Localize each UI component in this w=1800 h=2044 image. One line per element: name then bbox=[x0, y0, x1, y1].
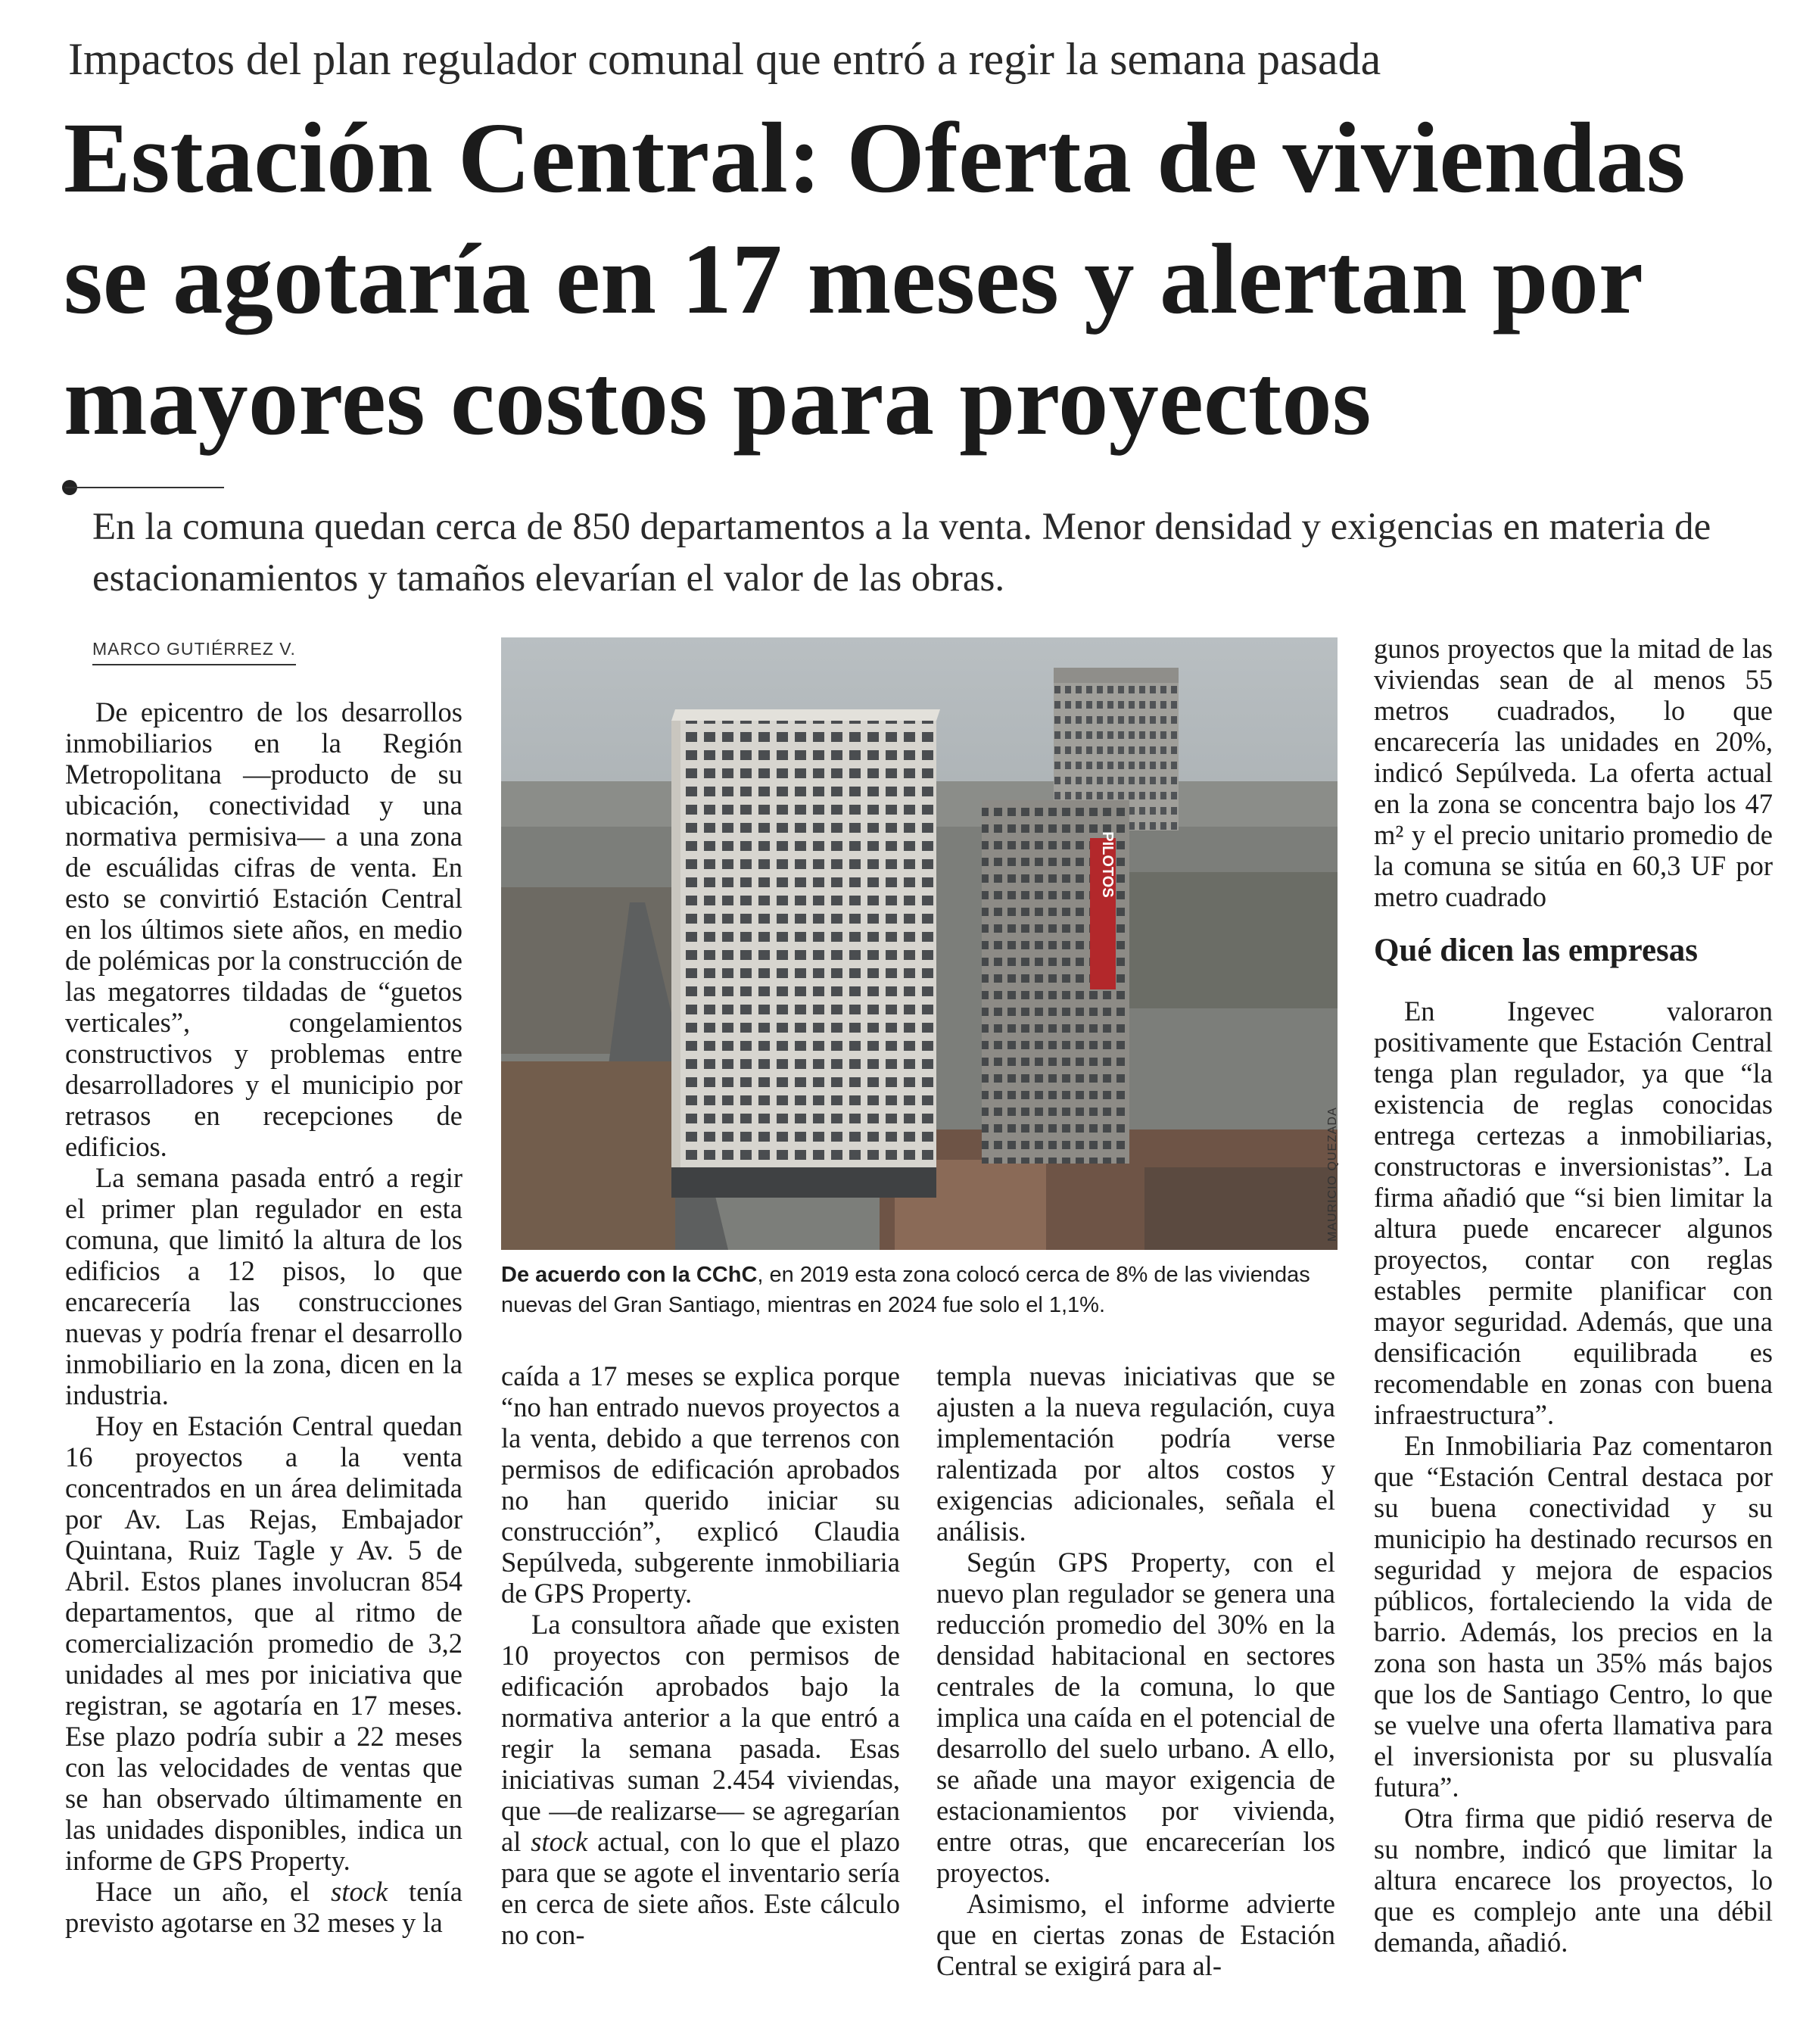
column-2 bbox=[501, 1360, 900, 1950]
kicker: Impactos del plan regulador comunal que entró a regir la semana pasada bbox=[68, 34, 1381, 84]
subheading: Qué dicen las empresas bbox=[1374, 933, 1699, 968]
paragraph: gunos proyectos que la mitad de las viviendas sean de al menos 55 metros cuadrados, lo que encarecería las unidades en 20%, indicó Sepúlveda. La oferta actual en la zona se concentra bajo los 47 m² y el precio unitario promedio de la comuna se sitúa en 60,3 UF por metro cuadrado bbox=[1374, 633, 1773, 912]
paragraph: caída a 17 meses se explica porque “no han entrado nuevos proyectos a la venta, debido a que terrenos con permisos de edificación aprobados no han querido iniciar su construcción”, explicó Claudia Sepúlveda, subgerente inmobiliaria de GPS Property. bbox=[501, 1360, 900, 1609]
paragraph: Otra firma que pidió reserva de su nombre, indicó que limitar la altura encarece los proyectos, lo que es complejo ante una débil demanda, añadió. bbox=[1374, 1803, 1773, 1958]
column-4 bbox=[1374, 633, 1773, 1958]
paragraph: Según GPS Property, con el nuevo plan regulador se genera una reducción promedio del 30% en la densidad habitacional en sectores centrales de la comuna, lo que implica una caída en el potencial de desarrollo del suelo urbano. A ello, se añade una mayor exigencia de estacionamientos por vivienda, entre otras, que encarecerían los proyectos. bbox=[936, 1547, 1335, 1888]
photo-buildings bbox=[501, 637, 1338, 1250]
paragraph: Hoy en Estación Central quedan 16 proyectos a la venta concentrados en un área delimitada por Av. Las Rejas, Embajador Quintana, Ruiz Tagle y Av. 5 de Abril. Estos planes involucran 854 departamentos, que al ritmo de comercialización promedio de 3,2 unidades al mes por iniciativa que registran, se agotaría en 17 meses. Ese plazo podría subir a 22 meses con las velocidades de ventas que se han observado últimamente en las unidades disponibles, indica un informe de GPS Property. bbox=[65, 1410, 462, 1876]
paragraph: Asimismo, el informe advierte que en ciertas zonas de Estación Central se exigirá para al- bbox=[936, 1888, 1335, 1981]
divider-rule bbox=[65, 487, 224, 488]
photo-illustration bbox=[501, 637, 1338, 1250]
photo-caption bbox=[501, 1260, 1338, 1320]
paragraph: La consultora añade que existen 10 proyectos con permisos de edificación aprobados bajo la normativa anterior a la que entró a regir la semana pasada. Esas iniciativas suman 2.454 viviendas, que —de realizarse— se agregarían al stock actual, con lo que el plazo para que se agote el inventario sería en cerca de siete años. Este cálculo no con- bbox=[501, 1609, 900, 1950]
byline: MARCO GUTIÉRREZ V. bbox=[92, 639, 296, 665]
column-1 bbox=[65, 696, 462, 1938]
headline: Estación Central: Oferta de viviendas se agotaría en 17 meses y alertan por mayores costos para proyectos bbox=[64, 101, 1686, 456]
paragraph: En Ingevec valoraron positivamente que Estación Central tenga plan regulador, ya que “la existencia de reglas conocidas entrega certezas a inmobiliarias, constructoras e inversionistas”. La firma añadió que “si bien limitar la altura puede encarecer algunos proyectos, contar con reglas estables permite planificar con mayor seguridad. Además, que una densificación equilibrada es recomendable en zonas con buena infraestructura”. bbox=[1374, 996, 1773, 1430]
paragraph: De epicentro de los desarrollos inmobiliarios en la Región Metropolitana —producto de su ubicación, conectividad y una normativa permisiva— a una zona de escuálidas cifras de venta. En esto se convirtió Estación Central en los últimos siete años, en medio de polémicas por la construcción de las megatorres tildadas de “guetos verticales”, congelamientos constructivos y problemas entre desarrolladores y el municipio por retrasos en recepciones de edificios. bbox=[65, 696, 462, 1162]
caption-lead: De acuerdo con la CChC bbox=[501, 1263, 758, 1287]
column-3 bbox=[936, 1360, 1335, 1981]
photo-credit: MAURICIO QUEZADA bbox=[1326, 1107, 1339, 1242]
paragraph: Hace un año, el stock tenía previsto agotarse en 32 meses y la bbox=[65, 1876, 462, 1938]
paragraph: La semana pasada entró a regir el primer plan regulador en esta comuna, que limitó la altura de los edificios a 12 pisos, lo que encarecería las construcciones nuevas y podría frenar el desarrollo inmobiliario en la zona, dicen en la industria. bbox=[65, 1162, 462, 1410]
paragraph: En Inmobiliaria Paz comentaron que “Estación Central destaca por su buena conectividad y su municipio ha destinado recursos en seguridad y mejora de espacios públicos, fortaleciendo la vida de barrio. Además, los precios en la zona son hasta un 35% más bajos que los de Santiago Centro, lo que se vuelve una oferta llamativa para el inversionista por su plusvalía futura”. bbox=[1374, 1430, 1773, 1803]
paragraph: templa nuevas iniciativas que se ajusten a la nueva regulación, cuya implementación podría verse ralentizada por altos costos y exigencias adicionales, señala el análisis. bbox=[936, 1360, 1335, 1547]
caption-text: , en 2019 esta zona colocó cerca de 8% de las viviendas nuevas del Gran Santiago, mientras en 2024 fue solo el 1,1%. bbox=[501, 1263, 1310, 1317]
photo-sign-text: PILOTOS bbox=[1099, 831, 1116, 898]
deck-summary: En la comuna quedan cerca de 850 departamentos a la venta. Menor densidad y exigencias en materia de estacionamientos y tamaños elevarían el valor de las obras. bbox=[92, 506, 1711, 600]
